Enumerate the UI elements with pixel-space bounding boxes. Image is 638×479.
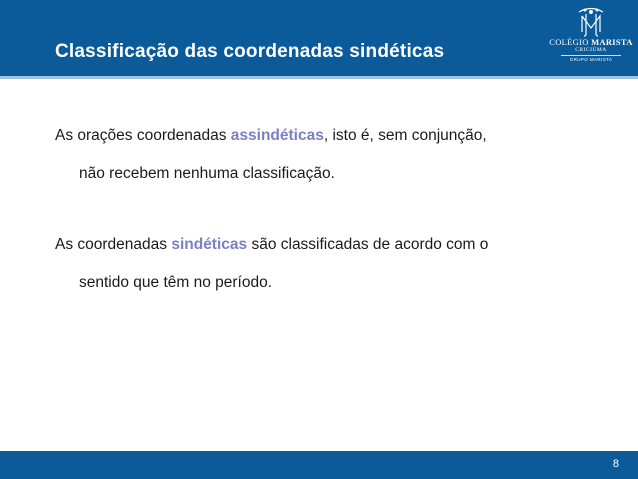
paragraph-assindeticas <box>55 117 583 193</box>
logo-city: CRICIÚMA <box>575 47 607 53</box>
paragraph-line: não recebem nenhuma classificação. <box>79 165 335 182</box>
term-sindeticas: sindéticas <box>171 236 248 253</box>
term-assindeticas: assindéticas <box>230 127 324 144</box>
slide-footer <box>0 451 638 479</box>
logo-group: GRUPO MARISTA <box>569 57 613 62</box>
header-accent-rule <box>0 76 638 79</box>
paragraph-line: sentido que têm no período. <box>79 274 273 291</box>
paragraph-line: As orações coordenadas assindéticas, isto é, sem conjunção, <box>55 127 487 144</box>
logo-school-name: COLÉGIO MARISTA <box>549 37 633 47</box>
paragraph-sindeticas <box>55 226 583 302</box>
logo-divider <box>561 55 621 56</box>
slide-title: Classificação das coordenadas sindéticas <box>55 41 445 62</box>
school-logo <box>548 6 634 72</box>
page-number: 8 <box>612 458 619 470</box>
paragraph-line: As coordenadas sindéticas são classificadas de acordo com o <box>55 236 489 253</box>
slide-header <box>0 0 638 76</box>
marista-monogram-icon <box>574 6 608 38</box>
